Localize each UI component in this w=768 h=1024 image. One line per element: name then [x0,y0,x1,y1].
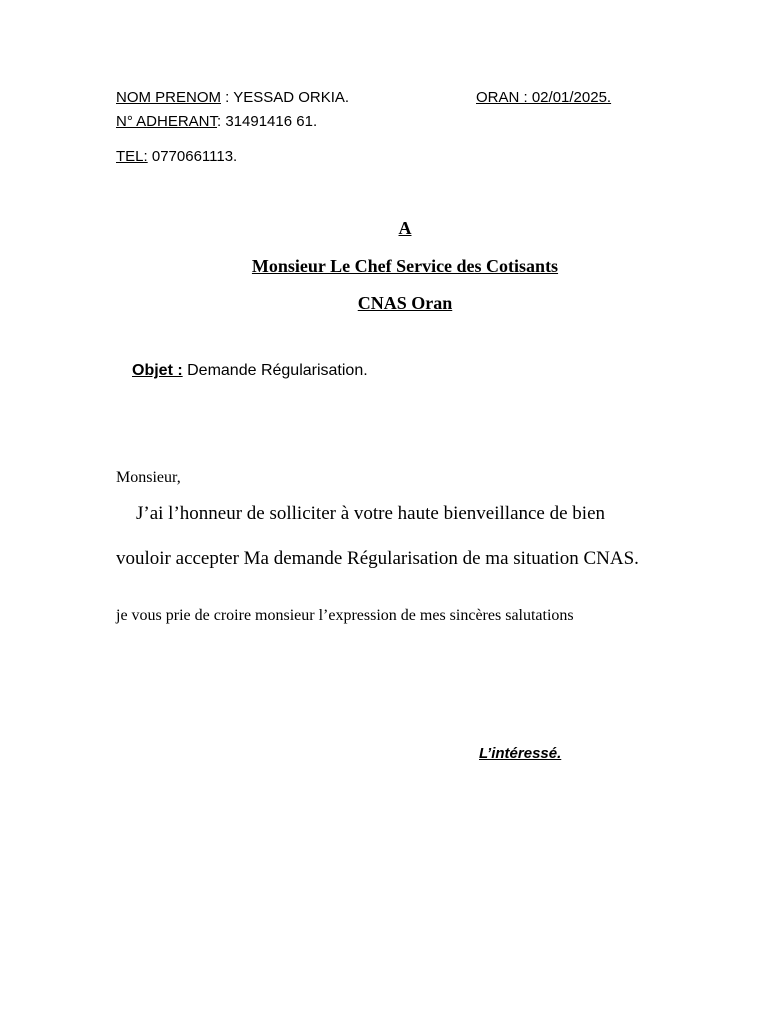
salutation: Monsieur, [116,469,181,486]
paragraph-line-1: J’ai l’honneur de solliciter à votre haute bienveillance de bien [136,503,606,524]
name-line [116,89,349,107]
member-line [116,113,317,131]
tel-line [116,148,237,166]
recipient-line2: CNAS Oran [357,293,453,313]
name-value: : YESSAD ORKIA. [221,89,350,106]
signature: L’intéressé. [479,745,562,762]
member-label: N° ADHERANT [116,113,218,130]
name-label: NOM PRENOM [116,89,221,106]
recipient-line1: Monsieur Le Chef Service des Cotisants [251,256,559,276]
subject-label: Objet : [132,362,183,379]
tel-label: TEL: [116,148,148,165]
paragraph-line-2: vouloir accepter Ma demande Régularisation de ma situation CNAS. [116,548,639,569]
subject-line [132,361,368,381]
member-value: : 31491416 61. [217,113,318,130]
tel-value: 0770661113. [147,148,238,165]
subject-value: Demande Régularisation. [182,362,368,379]
recipient-prefix: A [398,218,412,238]
place-date: ORAN : 02/01/2025. [476,89,612,106]
closing-formula: je vous prie de croire monsieur l’expression de mes sincères salutations [116,607,574,624]
